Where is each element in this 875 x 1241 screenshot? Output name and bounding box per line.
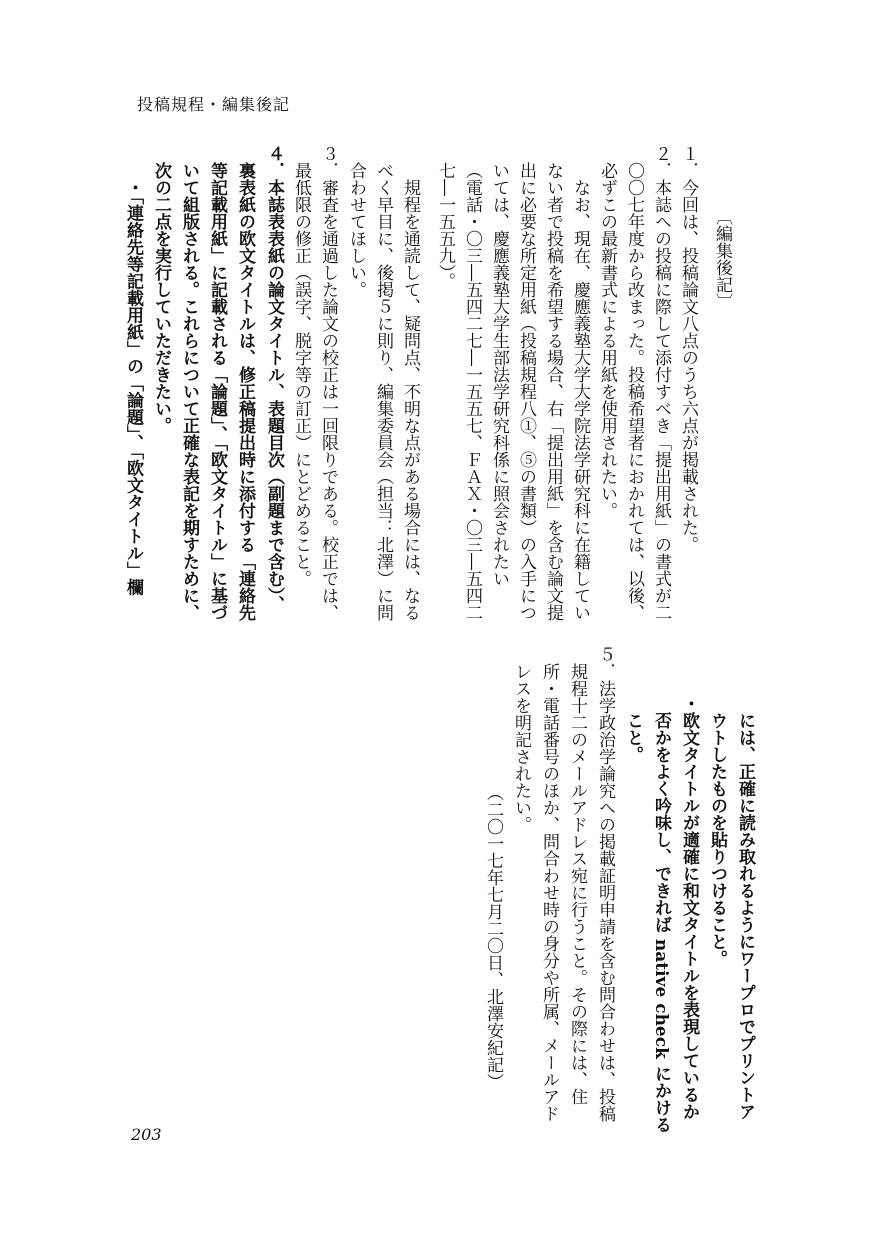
text-column: ウトしたものを貼りつけること。 [707,712,727,967]
running-header: 投稿規程・編集後記 [137,95,291,114]
text-column: 最低限の修正（誤字、脱字等の訂正）にとどめること。 [291,162,311,587]
text-column: ４．本誌表表紙の論文タイトル、表題目次（副題まで含む）、 [264,145,284,613]
text-column: レスを明記されたい。 [511,663,531,833]
text-column: いて組版される。これらについて正確な表記を期すために、 [179,162,199,621]
signature-line: （二〇一七年七月二〇日、北澤安紀記） [483,784,503,1090]
text-column: 裏表紙の欧文タイトルは、修正稿提出時に添付する「連絡先 [235,162,255,621]
text-column: 規程を通読して、疑問点、不明な点がある場合には、なる [400,179,420,621]
text-column: 七―一五五九）。 [435,162,455,290]
text-column: 否かをよく吟味し、できれば native check にかける [651,712,671,1133]
text-column: には、正確に読み取れるようにワープロでプリントア [735,712,755,1120]
text-column: ない者で投稿を希望する場合、右「提出用紙」を含む論文提 [543,162,563,621]
text-column: こと。 [623,712,643,763]
text-column: 次の二点を実行していただきたい。 [151,162,171,434]
text-column: ２．本誌への投稿に際して添付すべき「提出用紙」の書式が二 [651,145,671,621]
page-number: 203 [131,1125,162,1144]
text-column: 出に必要な所定用紙（投稿規程八①、⑤の書類）の入手につ [516,162,536,621]
text-column: 規程十二のメールアドレス宛に行うこと。その際には、住 [567,663,587,1105]
text-column: べく早目に、後掲５に則り、編集委員会（担当：北澤）に問 [373,162,393,621]
editorial-heading: 〔編集後記〕 [712,208,732,310]
text-column: （電話・〇三―五四二七―一五五七、ＦＡＸ・〇三―五四二 [462,162,482,621]
text-column: ３．審査を通過した論文の校正は一回限りである。校正では、 [318,145,338,621]
text-column: なお、現在、慶應義塾大学大学院法学研究科に在籍してい [570,179,590,621]
text-column: ５．法学政治学論究への掲載証明申請を含む問合わせは、投稿 [595,646,615,1122]
text-column: 必ずこの最新書式による用紙を使用されたい。 [597,162,617,519]
text-column: 等記載用紙」に記載される「論題」、「欧文タイトル」に基づ [207,162,227,621]
text-column: ・欧文タイトルが適確に和文タイトルを表現しているか [679,695,699,1120]
text-column: 〇〇七年度から改まった。投稿希望者におかれては、以後、 [624,162,644,621]
text-column: １．今回は、投稿論文八点のうち六点が掲載された。 [678,145,698,553]
text-column: 合わせてほしい。 [346,162,366,298]
text-column: 所・電話番号のほか、問合わせ時の身分や所属、メールアド [539,663,559,1122]
text-column: いては、慶應義塾大学生部法学研究科係に照会されたい [489,162,509,587]
text-column: ・「連絡先等記載用紙」の「論題」、「欧文タイトル」欄 [123,179,143,596]
